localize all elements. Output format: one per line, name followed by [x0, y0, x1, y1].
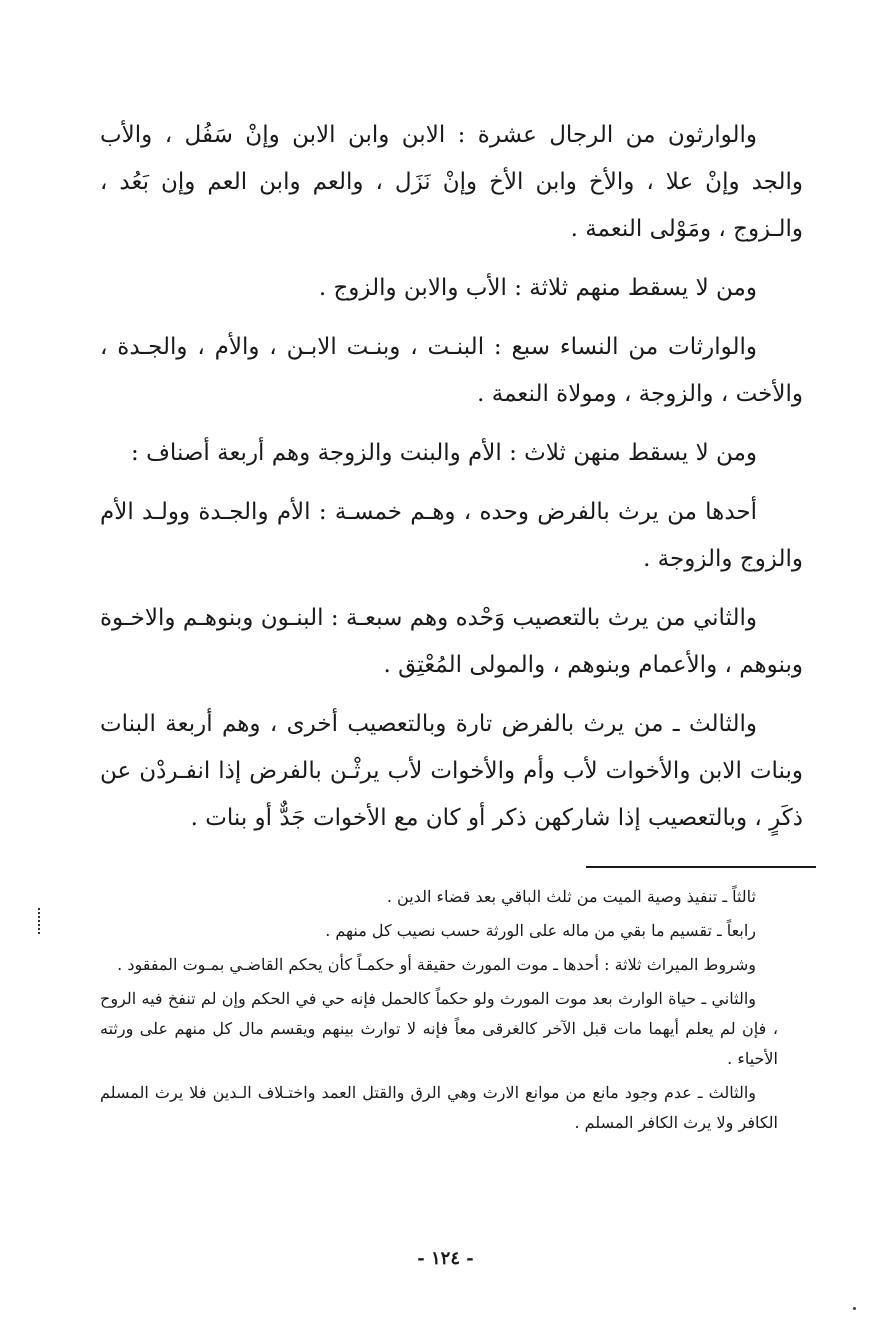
scan-artifact-dot: [853, 1307, 856, 1310]
footnote-conditions: وشروط الميراث ثلاثة : أحدها ـ موت المورث حقيقة أو حكمـاً كأن يحكم القاضـي بمـوت المفقود .: [117, 955, 756, 974]
paragraph-second-category: والثاني من يرث بالتعصيب وَحْده وهم سبعـة : البنـون وبنوهـم والاخـوة وبنوهم ، والأعمام وبنوهم ، والمولى المُعْتِق .: [100, 605, 803, 678]
footnote-second-condition: والثاني ـ حياة الوارث بعد موت المورث ولو حكماً كالحمل فإنه حي في الحكم وإن لم تنفخ فيه الروح ، فإن لم يعلم أيهما مات قبل الآخر كالغرقى معاً فإنه لا توارث بينهم ويقسم مال كل منهم على ورثته الأحياء .: [100, 989, 778, 1068]
footnote-divider: [586, 866, 816, 868]
paragraph-third-category: والثالث ـ من يرث بالفرض تارة وبالتعصيب أخرى ، وهم أربعة البنات وبنات الابن والأخوات لأب وأم والأخوات لأب يرثْـن بالفرض إذا انفـردْن عن ذكَرٍ ، وبالتعصيب إذا شاركهن ذكر أو كان مع الأخوات جَدٌّ أو بنات .: [100, 711, 803, 831]
page-number: - ١٢٤ -: [417, 1248, 474, 1269]
paragraph-female-heirs: والوارثات من النساء سبع : البنـت ، وبنـت الابـن ، والأم ، والجـدة ، والأخت ، والزوجة ، ومولاة النعمة .: [100, 334, 803, 407]
paragraph-non-excluded-males: ومن لا يسقط منهم ثلاثة : الأب والابن والزوج .: [318, 275, 757, 301]
footnote-third: ثالثاً ـ تنفيذ وصية الميت من ثلث الباقي بعد قضاء الدين .: [386, 887, 756, 906]
paragraph-male-heirs: والوارثون من الرجال عشرة : الابن وابن الابن وإنْ سَفُل ، والأب والجد وإنْ علا ، والأخ وابن الأخ وإنْ نَزَل ، والعم وابن العم وإن بَعُد ، والـزوج ، ومَوْلى النعمة .: [100, 122, 803, 242]
paragraph-non-excluded-females: ومن لا يسقط منهن ثلاث : الأم والبنت والزوجة وهم أربعة أصناف :: [131, 440, 757, 466]
footnote-fourth: رابعاً ـ تقسيم ما بقي من ماله على الورثة حسب نصيب كل منهم .: [325, 921, 756, 940]
scan-artifact-mark: [38, 908, 45, 934]
paragraph-first-category: أحدها من يرث بالفرض وحده ، وهـم خمسـة : الأم والجـدة وولـد الأم والزوج والزوجة .: [100, 499, 803, 572]
main-text-body: [100, 112, 803, 854]
footnote-third-condition: والثالث ـ عدم وجود مانع من موانع الارث وهي الرق والقتل العمد واختـلاف الـدين فلا يرث المسلم الكافر ولا يرث الكافر المسلم .: [100, 1083, 778, 1132]
footnotes-section: [100, 882, 778, 1142]
